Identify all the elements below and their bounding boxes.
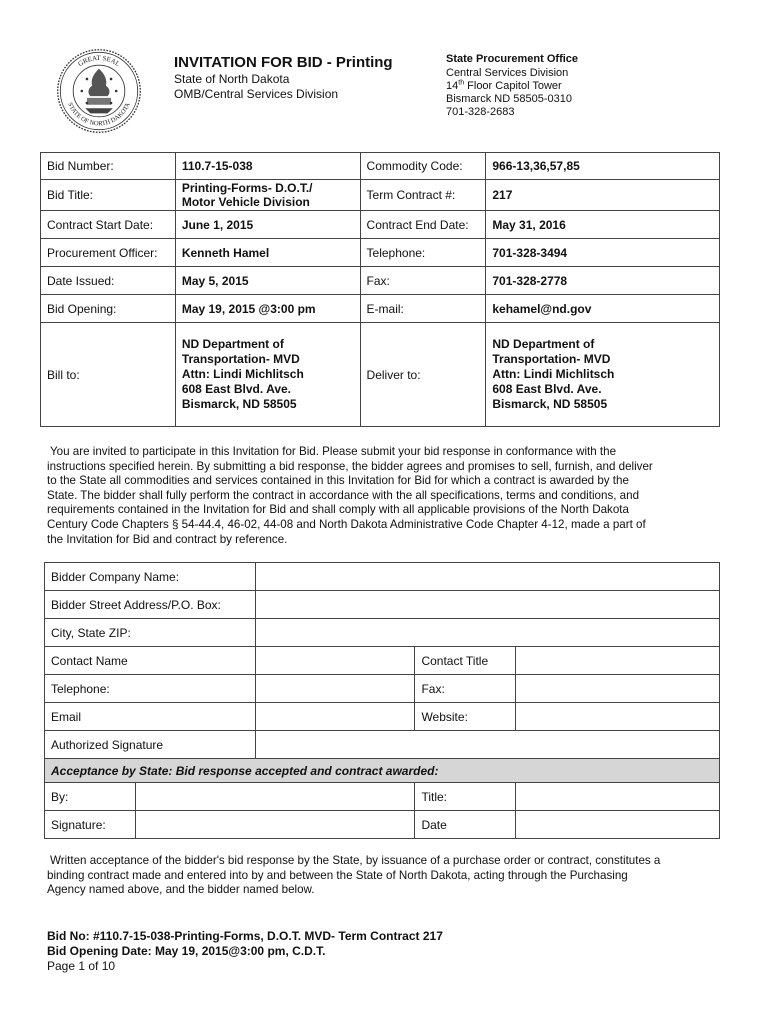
fax-field[interactable]	[516, 675, 720, 703]
table-row	[45, 703, 720, 731]
commodity-code-label: Commodity Code:	[360, 153, 486, 180]
bill-to-label: Bill to:	[41, 323, 176, 427]
authorized-signature-field[interactable]	[255, 731, 719, 759]
procurement-officer-value: Kenneth Hamel	[175, 239, 360, 267]
svg-text:GREAT SEAL	[77, 55, 121, 68]
table-row	[41, 180, 720, 211]
table-row	[41, 267, 720, 295]
table-row	[45, 731, 720, 759]
email-label: E-mail:	[360, 295, 486, 323]
contract-end-value: May 31, 2016	[486, 211, 720, 239]
telephone-label: Telephone:	[360, 239, 486, 267]
table-row	[41, 211, 720, 239]
email-label: Email	[45, 703, 256, 731]
footer-bid-no: Bid No: #110.7-15-038-Printing-Forms, D.O.T. MVD- Term Contract 217	[47, 929, 443, 943]
svg-text:STATE OF NORTH DAKOTA	[66, 101, 132, 127]
commodity-code-value: 966-13,36,57,85	[486, 153, 720, 180]
date-issued-value: May 5, 2015	[175, 267, 360, 295]
bid-number-value: 110.7-15-038	[175, 153, 360, 180]
fax-value: 701-328-2778	[486, 267, 720, 295]
signature-field[interactable]	[135, 811, 414, 839]
bid-number-label: Bid Number:	[41, 153, 176, 180]
seal-top-text: GREAT SEAL	[77, 55, 121, 69]
bid-opening-label: Bid Opening:	[41, 295, 176, 323]
city-state-zip-field[interactable]	[255, 619, 719, 647]
contact-title-field[interactable]	[516, 647, 720, 675]
office-division: Central Services Division	[446, 67, 569, 79]
contract-end-label: Contract End Date:	[360, 211, 486, 239]
bill-to-address: ND Department of Transportation- MVD Attn: Lindi Michlitsch 608 East Blvd. Ave. Bismarck, ND 58505	[175, 323, 360, 427]
table-row	[45, 563, 720, 591]
telephone-field[interactable]	[255, 675, 415, 703]
table-row	[41, 323, 720, 427]
city-state-zip-label: City, State ZIP:	[45, 619, 256, 647]
acceptance-paragraph: Written acceptance of the bidder's bid response by the State, by issuance of a purchase order or contract, constitutes a binding contract made and entered into by and between the State of North Dakota, acting through the Purchasing Agency named above, and the bidder named below.	[47, 854, 661, 897]
table-row	[45, 811, 720, 839]
email-value[interactable]: kehamel@nd.gov	[486, 295, 720, 323]
table-row	[45, 759, 720, 783]
street-address-label: Bidder Street Address/P.O. Box:	[45, 591, 256, 619]
contact-name-field[interactable]	[255, 647, 415, 675]
procurement-officer-label: Procurement Officer:	[41, 239, 176, 267]
header-division: OMB/Central Services Division	[174, 87, 339, 101]
bidder-info-table	[44, 562, 720, 839]
by-label: By:	[45, 783, 136, 811]
deliver-to-address: ND Department of Transportation- MVD Attn: Lindi Michlitsch 608 East Blvd. Ave. Bismarck, ND 58505	[486, 323, 720, 427]
company-name-label: Bidder Company Name:	[45, 563, 256, 591]
bid-info-table	[40, 152, 720, 427]
email-field[interactable]	[255, 703, 415, 731]
term-contract-label: Term Contract #:	[360, 180, 486, 211]
signature-label: Signature:	[45, 811, 136, 839]
contract-start-label: Contract Start Date:	[41, 211, 176, 239]
table-row	[41, 153, 720, 180]
page-title: INVITATION FOR BID - Printing	[174, 54, 393, 71]
telephone-label: Telephone:	[45, 675, 256, 703]
seal-bottom-text: STATE OF NORTH DAKOTA	[66, 101, 132, 128]
website-label: Website:	[415, 703, 516, 731]
acceptance-heading: Acceptance by State: Bid response accepted and contract awarded:	[45, 759, 720, 783]
table-row	[45, 619, 720, 647]
footer-page-number: Page 1 of 10	[47, 959, 116, 973]
office-floor: 14th Floor Capitol Tower	[446, 79, 562, 92]
term-contract-value: 217	[486, 180, 720, 211]
header-state: State of North Dakota	[174, 72, 290, 86]
by-field[interactable]	[135, 783, 414, 811]
table-row	[45, 647, 720, 675]
title-field[interactable]	[516, 783, 720, 811]
state-seal-logo	[56, 48, 142, 134]
contact-title-label: Contact Title	[415, 647, 516, 675]
street-address-field[interactable]	[255, 591, 719, 619]
date-issued-label: Date Issued:	[41, 267, 176, 295]
table-row	[45, 675, 720, 703]
fax-label: Fax:	[415, 675, 516, 703]
bid-opening-value: May 19, 2015 @3:00 pm	[175, 295, 360, 323]
company-name-field[interactable]	[255, 563, 719, 591]
date-field[interactable]	[516, 811, 720, 839]
office-name: State Procurement Office	[446, 53, 579, 65]
table-row	[41, 239, 720, 267]
deliver-to-label: Deliver to:	[360, 323, 486, 427]
bid-title-label: Bid Title:	[41, 180, 176, 211]
bid-title-value: Printing-Forms- D.O.T./ Motor Vehicle Division	[175, 180, 360, 211]
table-row	[41, 295, 720, 323]
authorized-signature-label: Authorized Signature	[45, 731, 256, 759]
footer-opening-date: Bid Opening Date: May 19, 2015@3:00 pm, C.D.T.	[47, 944, 326, 958]
fax-label: Fax:	[360, 267, 486, 295]
table-row	[45, 783, 720, 811]
telephone-value: 701-328-3494	[486, 239, 720, 267]
office-city: Bismarck ND 58505-0310	[446, 93, 572, 105]
contact-name-label: Contact Name	[45, 647, 256, 675]
date-label: Date	[415, 811, 516, 839]
website-field[interactable]	[516, 703, 720, 731]
office-phone: 701-328-2683	[446, 106, 515, 118]
intro-paragraph: You are invited to participate in this Invitation for Bid. Please submit your bid response in conformance with the instructions specified herein. By submitting a bid response, the bidder agrees and promises to sell, furnish, and deliver to the State all commodities and services contained in this Invitation for Bid for which a contract is awarded by the State. The bidder shall fully perform the contract in accordance with the all specifications, terms and conditions, and requirements contained in the Invitation for Bid and shall comply with all applicable provisions of the North Dakota Century Code Chapters § 54-44.4, 46-02, 44-08 and North Dakota Administrative Code Chapter 4-12, made a part of the Invitation for Bid and contract by reference.	[47, 445, 653, 546]
title-label: Title:	[415, 783, 516, 811]
table-row	[45, 591, 720, 619]
contract-start-value: June 1, 2015	[175, 211, 360, 239]
